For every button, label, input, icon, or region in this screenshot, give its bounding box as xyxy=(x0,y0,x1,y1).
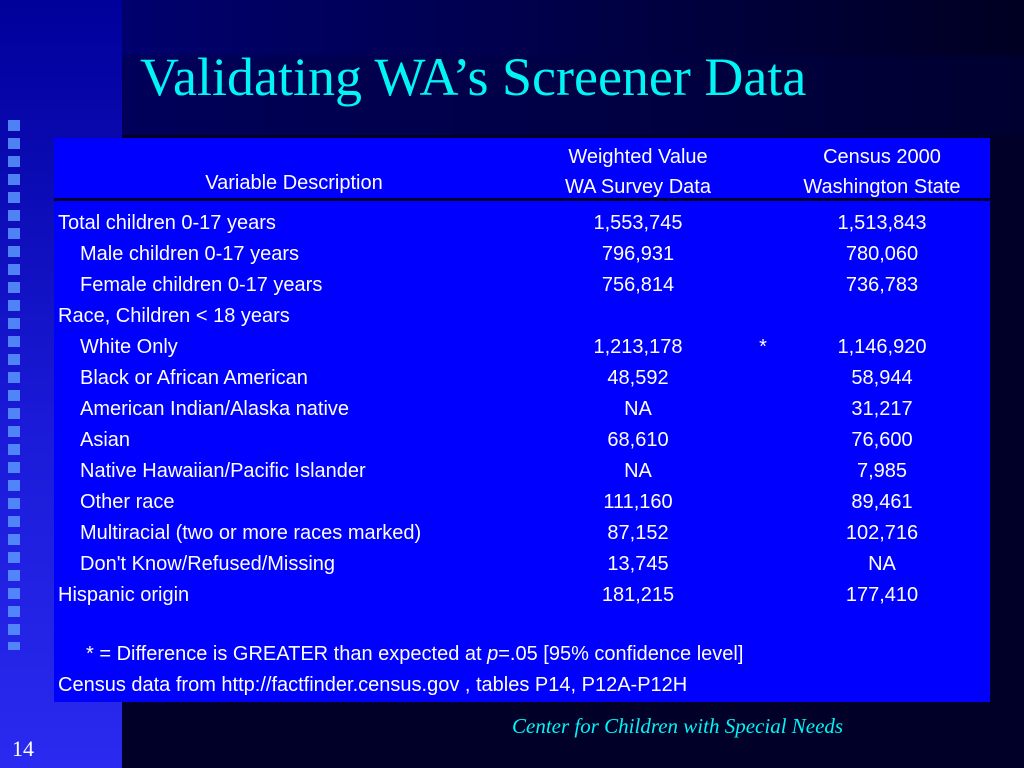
row-census-value: 1,513,843 xyxy=(837,212,927,234)
row-label: Male children 0-17 years xyxy=(80,243,299,265)
row-census-value: 177,410 xyxy=(845,584,919,606)
table-row xyxy=(54,301,990,332)
row-weighted-value: 1,213,178 xyxy=(593,336,683,358)
row-census-value: 1,146,920 xyxy=(837,336,927,358)
row-weighted-value: NA xyxy=(624,398,652,420)
table-row xyxy=(54,518,990,549)
row-label: Female children 0-17 years xyxy=(80,274,323,296)
header-variable-description: Variable Description xyxy=(205,172,383,194)
row-label: Hispanic origin xyxy=(58,584,190,606)
row-weighted-value: 48,592 xyxy=(607,367,669,389)
row-marker: * xyxy=(759,336,767,358)
row-label: Other race xyxy=(80,491,175,513)
significance-note xyxy=(86,643,743,666)
slide-title: Validating WA’s Screener Data xyxy=(140,47,807,107)
header-weighted-value xyxy=(538,142,738,202)
header-weighted-line2: WA Survey Data xyxy=(565,176,711,198)
row-label: Multiracial (two or more races marked) xyxy=(80,522,422,544)
row-label: Asian xyxy=(80,429,131,451)
table-row xyxy=(54,580,990,611)
table-row xyxy=(54,394,990,425)
row-census-value: 76,600 xyxy=(851,429,913,451)
table-row xyxy=(54,239,990,270)
row-census-value: 89,461 xyxy=(851,491,913,513)
note-prefix: * = Difference is GREATER than expected at xyxy=(86,643,488,665)
data-table-panel xyxy=(54,138,990,702)
table-row xyxy=(54,549,990,580)
header-weighted-line1: Weighted Value xyxy=(568,146,708,168)
row-census-value: 736,783 xyxy=(845,274,919,296)
row-weighted-value: NA xyxy=(624,460,652,482)
row-label: American Indian/Alaska native xyxy=(80,398,350,420)
source-note: Census data from http://factfinder.census.gov , tables P14, P12A-P12H xyxy=(58,674,688,696)
row-census-value: NA xyxy=(868,553,896,575)
row-label: Black or African American xyxy=(80,367,308,389)
row-weighted-value: 87,152 xyxy=(607,522,669,544)
row-weighted-value: 756,814 xyxy=(601,274,675,296)
header-census-line1: Census 2000 xyxy=(823,146,941,168)
row-weighted-value: 68,610 xyxy=(607,429,669,451)
row-label: White Only xyxy=(80,336,178,358)
row-census-value: 58,944 xyxy=(851,367,913,389)
table-header xyxy=(54,138,990,200)
row-label: Race, Children < 18 years xyxy=(58,305,290,327)
row-census-value: 102,716 xyxy=(845,522,919,544)
row-weighted-value: 1,553,745 xyxy=(593,212,683,234)
table-row xyxy=(54,363,990,394)
table-row xyxy=(54,487,990,518)
table-body xyxy=(54,208,990,611)
table-row xyxy=(54,425,990,456)
note-p-value: p xyxy=(487,643,499,665)
row-label: Don't Know/Refused/Missing xyxy=(80,553,336,575)
row-census-value: 780,060 xyxy=(845,243,919,265)
row-census-value: 7,985 xyxy=(856,460,908,482)
footer-organization: Center for Children with Special Needs xyxy=(512,714,844,738)
page-number: 14 xyxy=(12,736,34,761)
table-row xyxy=(54,332,990,363)
note-suffix: =.05 [95% confidence level] xyxy=(498,643,744,665)
row-label: Total children 0-17 years xyxy=(58,212,276,234)
row-weighted-value: 181,215 xyxy=(601,584,675,606)
row-weighted-value: 111,160 xyxy=(603,491,673,513)
table-row xyxy=(54,456,990,487)
header-census xyxy=(774,142,990,202)
row-label: Native Hawaiian/Pacific Islander xyxy=(80,460,366,482)
decorative-squares xyxy=(8,120,26,650)
table-row xyxy=(54,270,990,301)
header-census-line2: Washington State xyxy=(803,176,961,198)
table-row xyxy=(54,208,990,239)
row-weighted-value: 13,745 xyxy=(607,553,669,575)
row-census-value: 31,217 xyxy=(851,398,913,420)
row-weighted-value: 796,931 xyxy=(601,243,675,265)
header-rule xyxy=(54,198,990,201)
